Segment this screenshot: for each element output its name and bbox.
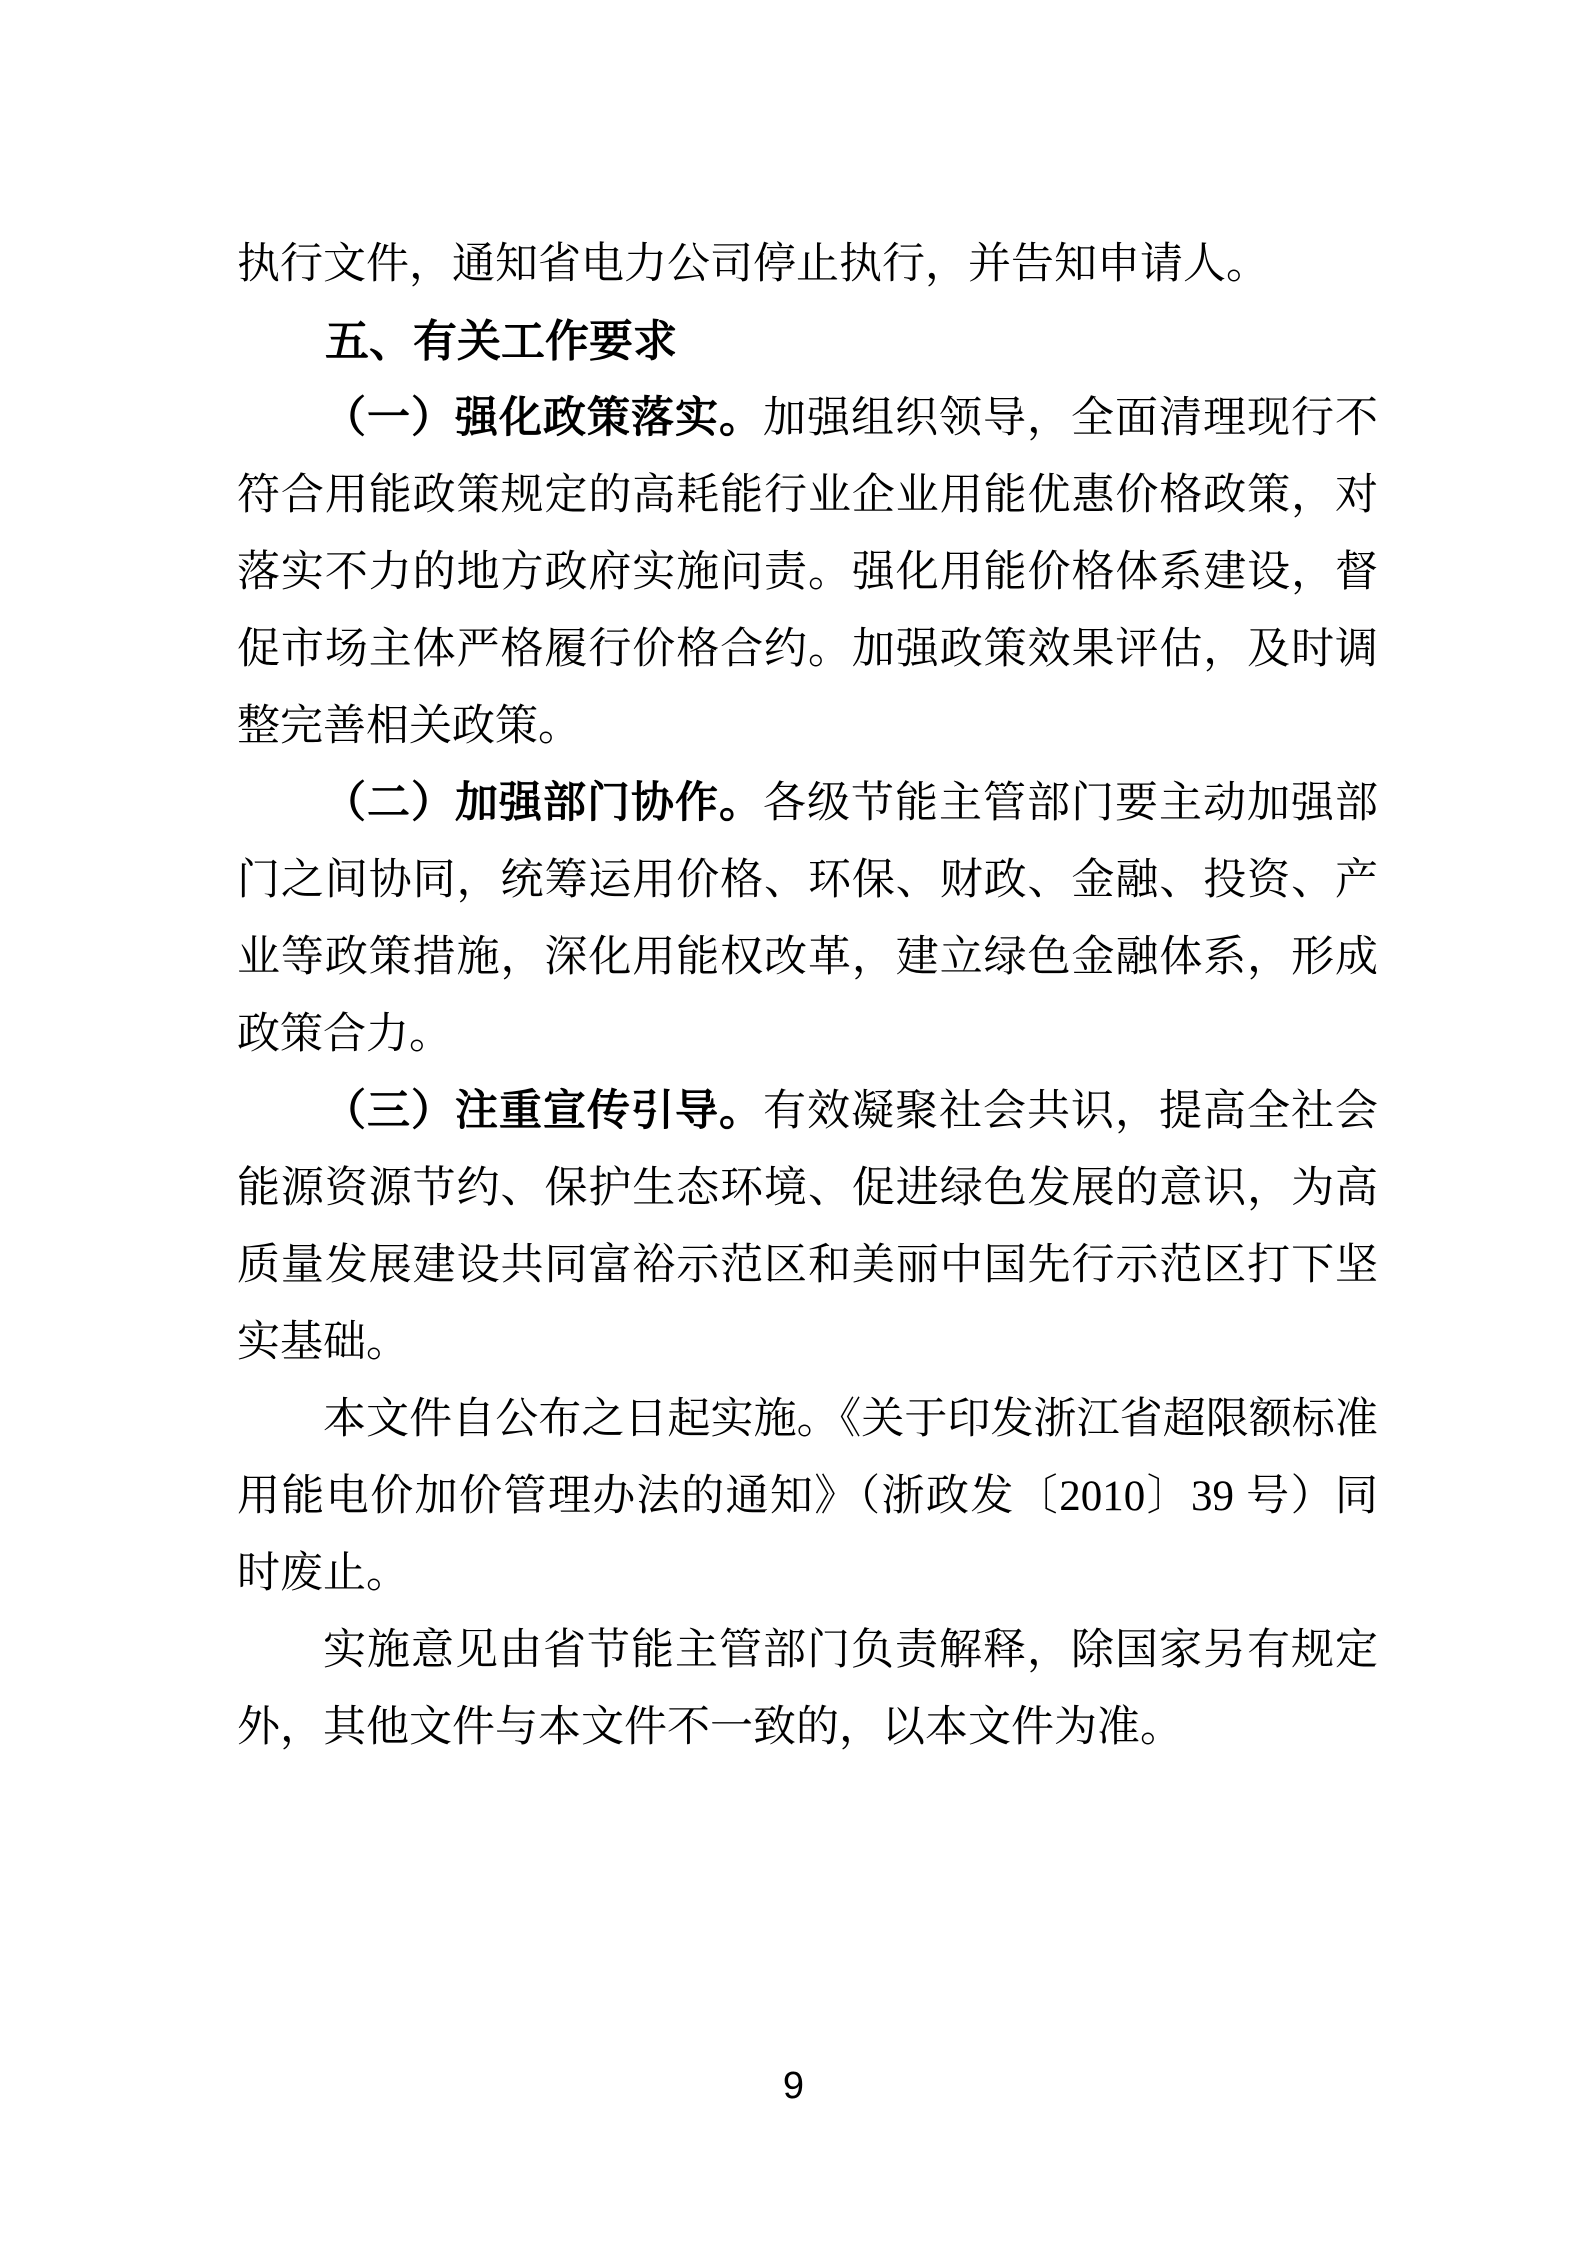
paragraph-interpretation [237,1612,1378,1766]
paragraph-text: 执行文件，通知省电力公司停止执行，并告知申请人。 [237,241,1269,288]
paragraph-text: 各级节能主管部门要主动加强部门之间协同，统筹运用价格、环保、财政、金融、投资、产业等政策措施，深化用能权改革，建立绿色金融体系，形成政策合力。 [237,780,1378,1058]
paragraph-item-2 [237,765,1378,1073]
paragraph-lead: （三）注重宣传引导。 [323,1088,763,1135]
paragraph-lead: （二）加强部门协作。 [323,780,763,827]
paragraph-implementation [237,1381,1378,1612]
paragraph-text: 有效凝聚社会共识，提高全社会能源资源节约、保护生态环境、促进绿色发展的意识，为高质量发展建设共同富裕示范区和美丽中国先行示范区打下坚实基础。 [237,1088,1378,1366]
paragraph-text: 实施意见由省节能主管部门负责解释，除国家另有规定外，其他文件与本文件不一致的，以本文件为准。 [237,1627,1378,1751]
paragraph-text: 加强组织领导，全面清理现行不符合用能政策规定的高耗能行业企业用能优惠价格政策，对落实不力的地方政府实施问责。强化用能价格体系建设，督促市场主体严格履行价格合约。加强政策效果评估，及时调整完善相关政策。 [237,395,1378,750]
paragraph-text: 本文件自公布之日起实施。《关于印发浙江省超限额标准用能电价加价管理办法的通知》（浙政发〔2010〕39 号）同时废止。 [237,1396,1378,1597]
document-body [237,226,1378,1766]
paragraph-lead: （一）强化政策落实。 [323,395,763,442]
paragraph-continuation [237,226,1378,303]
page-number: 9 [782,2065,805,2107]
paragraph-item-1 [237,380,1378,765]
section-heading: 五、有关工作要求 [325,317,677,366]
paragraph-item-3 [237,1073,1378,1381]
